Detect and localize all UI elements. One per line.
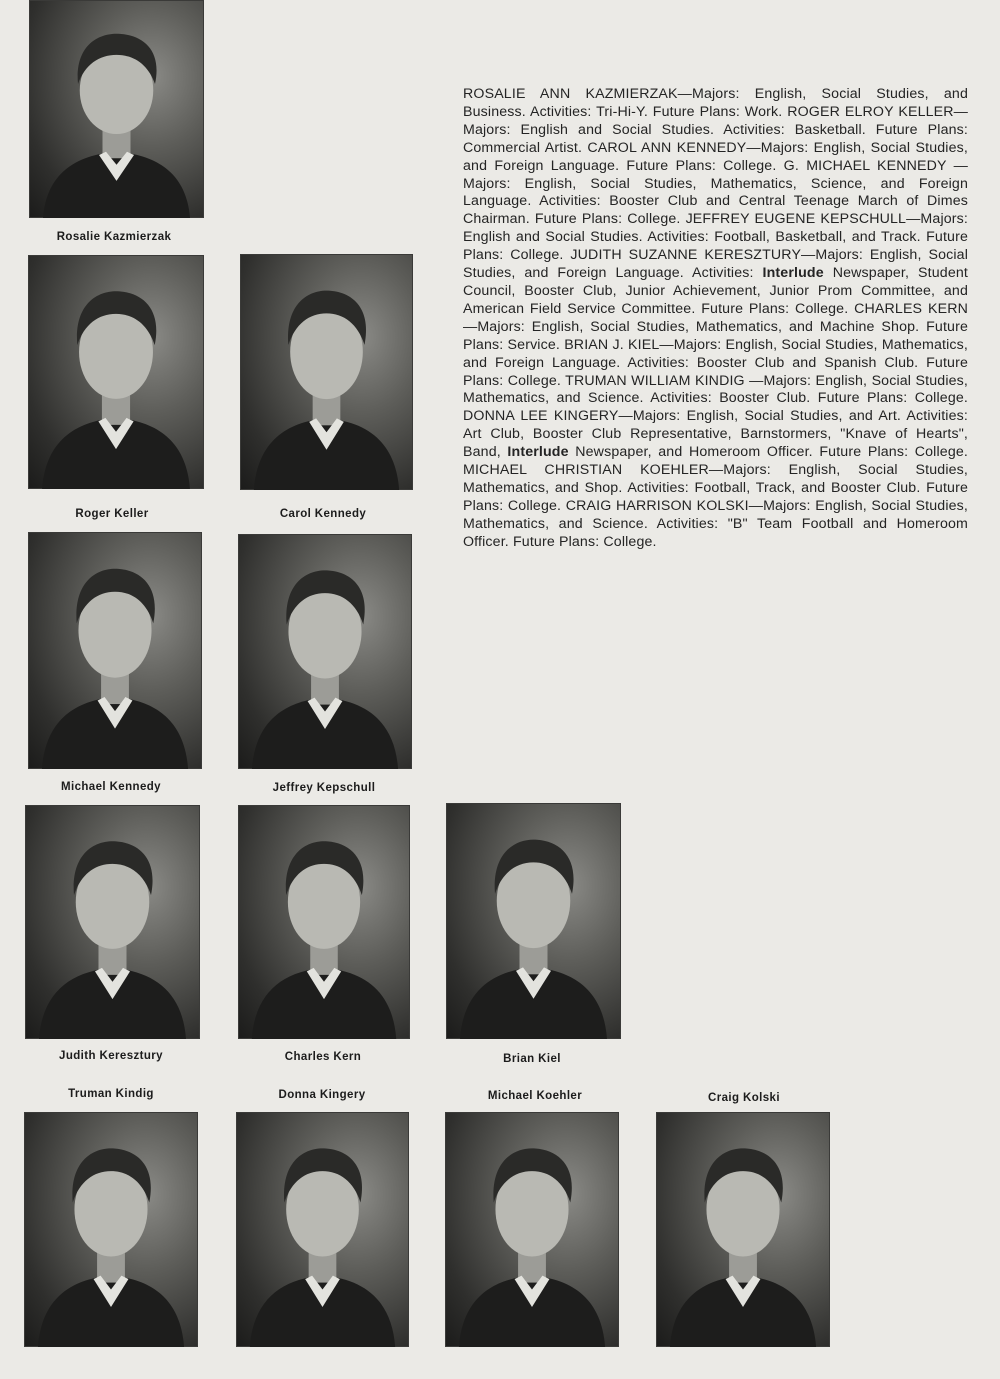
caption-donna-kingery: Donna Kingery <box>278 1089 366 1101</box>
portrait-silhouette <box>446 803 621 1039</box>
silhouette-shape <box>670 1276 816 1347</box>
bio-interlude-2: Interlude <box>507 444 569 461</box>
portrait-silhouette <box>28 255 204 489</box>
portrait-silhouette <box>24 1112 198 1347</box>
portrait-silhouette <box>238 805 410 1039</box>
portrait-michael-koehler <box>445 1112 619 1347</box>
portrait-silhouette <box>445 1112 619 1347</box>
portrait-roger-keller <box>28 255 204 489</box>
portrait-silhouette <box>28 532 202 769</box>
silhouette-shape <box>43 152 190 218</box>
bio-text-part-3: Newspaper, and Homeroom Officer. Future Plans: College. MICHAEL CHRISTIAN KOEHLER—Majors: English, Social Studies, Mathematics, and Shop. Activities: Football, Track, and Booster Club. Future Plans: College. CRAIG HARRISON KOLSKI—Majors: English, Social Studies, Mathematics, and Science. Activities: "B" Team Football and Homeroom Officer. Future Plans: College. <box>463 444 968 550</box>
portrait-silhouette <box>656 1112 830 1347</box>
caption-craig-kolski: Craig Kolski <box>708 1092 780 1104</box>
portrait-carol-kennedy <box>240 254 413 490</box>
silhouette-shape <box>252 968 396 1039</box>
senior-biographies <box>463 86 968 552</box>
silhouette-shape <box>42 418 190 489</box>
silhouette-shape <box>39 968 186 1039</box>
bio-interlude-1: Interlude <box>762 265 824 282</box>
portrait-jeffrey-kepschull <box>238 534 412 769</box>
bio-text-part-2: Newspaper, Student Council, Booster Club, Junior Achievement, Junior Prom Committee, and American Field Service Committee. Future Plans: College. CHARLES KERN—Majors: English, Social Studies, Mathematics, and Machine Shop. Future Plans: Service. BRIAN J. KIEL—Majors: English, Social Studies, Mathematics, and Foreign Language. Activities: Booster Club and Spanish Club. Future Plans: College. TRUMAN WILLIAM KINDIG —Majors: English, Social Studies, Mathematics, and Science. Activities: Booster Club. Future Plans: College. DONNA LEE KINGERY—Majors: English, Social Studies, and Art. Activities: Art Club, Booster Club Representative, Barnstormers, "Knave of Hearts", Band, <box>463 265 968 461</box>
portrait-charles-kern <box>238 805 410 1039</box>
portrait-silhouette <box>29 0 204 218</box>
portrait-brian-kiel <box>446 803 621 1039</box>
caption-truman-kindig: Truman Kindig <box>68 1088 154 1100</box>
silhouette-shape <box>460 967 607 1039</box>
caption-charles-kern: Charles Kern <box>284 1051 362 1063</box>
portrait-rosalie-kazmierzak <box>29 0 204 218</box>
portrait-judith-keresztury <box>25 805 200 1039</box>
caption-roger-keller: Roger Keller <box>75 508 149 520</box>
bio-text-part-1: ROSALIE ANN KAZMIERZAK—Majors: English, Social Studies, and Business. Activities: Tri-Hi-Y. Future Plans: Work. ROGER ELROY KELLER—Majors: English and Social Studies. Activities: Basketball. Future Plans: Commercial Artist. CAROL ANN KENNEDY—Majors: English, Social Studies, and Foreign Language. Future Plans: College. G. MICHAEL KENNEDY — Majors: English, Social Studies, Mathematics, Science, and Foreign Language. Activities: Booster Club and Central Teenage March of Dimes Chairman. Future Plans: College. JEFFREY EUGENE KEPSCHULL—Majors: English and Social Studies. Activities: Football, Basketball, and Track. Future Plans: College. JUDITH SUZANNE KERESZTURY—Majors: English, Social Studies, and Foreign Language. Activities: <box>463 86 968 282</box>
portrait-truman-kindig <box>24 1112 198 1347</box>
portrait-silhouette <box>240 254 413 490</box>
caption-carol-kennedy: Carol Kennedy <box>279 508 367 520</box>
portrait-donna-kingery <box>236 1112 409 1347</box>
caption-rosalie-kazmierzak: Rosalie Kazmierzak <box>56 231 172 243</box>
portrait-silhouette <box>238 534 412 769</box>
caption-jeffrey-kepschull: Jeffrey Kepschull <box>272 782 376 794</box>
caption-michael-koehler: Michael Koehler <box>487 1090 583 1102</box>
caption-judith-keresztury: Judith Keresztury <box>59 1050 163 1062</box>
portrait-craig-kolski <box>656 1112 830 1347</box>
silhouette-shape <box>252 698 398 769</box>
caption-brian-kiel: Brian Kiel <box>503 1053 561 1065</box>
silhouette-shape <box>459 1276 605 1347</box>
caption-michael-kennedy: Michael Kennedy <box>61 781 161 793</box>
silhouette-shape <box>42 697 188 769</box>
portrait-michael-kennedy <box>28 532 202 769</box>
portrait-silhouette <box>25 805 200 1039</box>
silhouette-shape <box>38 1276 184 1347</box>
silhouette-shape <box>254 418 399 490</box>
silhouette-shape <box>250 1276 395 1347</box>
portrait-silhouette <box>236 1112 409 1347</box>
